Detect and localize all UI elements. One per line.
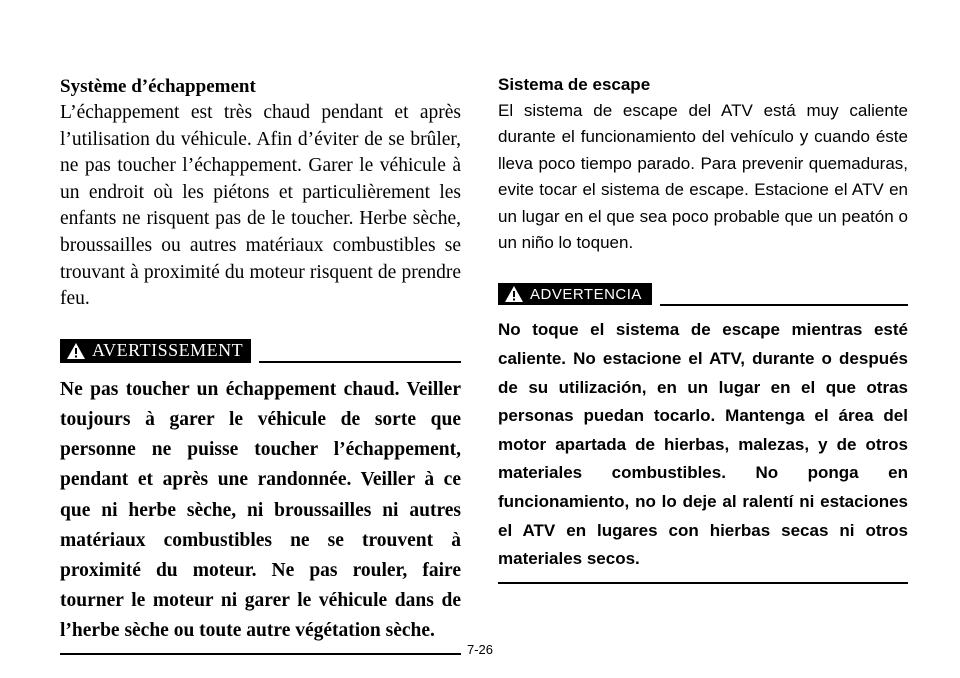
warning-label-es: ADVERTENCIA bbox=[530, 285, 642, 303]
body-paragraph-es: El sistema de escape del ATV está muy caliente durante el funcionamiento del vehículo y cuando éste lleva poco tiempo parado. Para prevenir quemaduras, evite tocar el sistema de escape. Estacione el ATV en un lugar en el que sea poco probable que un peatón o un niño lo toquen. bbox=[498, 101, 908, 253]
warning-end-rule-es bbox=[498, 582, 908, 584]
warning-text-es: No toque el sistema de escape mientras esté caliente. No estacione el ATV, durante o después de su utilización, en un lugar en el que otras personas puedan tocarlo. Mantenga el área del motor apartada de hierbas, malezas, y de otros materiales combustibles. No ponga en funcionamiento, no lo deje al ralentí ni estaciones el ATV en lugares con hierbas secas ni otros materiales secos. bbox=[498, 320, 908, 569]
warning-label-fr: AVERTISSEMENT bbox=[92, 340, 244, 361]
body-paragraph-fr: L’échappement est très chaud pendant et après l’utilisation du véhicule. Afin d’éviter de se brûler, ne pas toucher l’échappement. Garer le véhicule à un endroit où les piétons et particulièrement les enfants ne risquent pas de le toucher. Herbe sèche, broussailles ou autres matériaux combustibles se trouvant à proximité du moteur risquent de prendre feu. bbox=[60, 102, 461, 310]
warning-triangle-icon bbox=[504, 285, 524, 303]
section-heading-es: Sistema de escape bbox=[498, 75, 651, 94]
warning-badge-fr bbox=[60, 339, 251, 363]
warning-text-fr: Ne pas toucher un échappement chaud. Veiller toujours à garer le véhicule de sorte que personne ne puisse toucher l’échappement, pendant et après une randonnée. Veiller à ce que ni herbe sèche, ni broussailles ni autres matériaux combustibles ne se trouvent à proximité du moteur. Ne pas rouler, faire tourner le moteur ni garer le véhicule dans de l’herbe sèche ou toute autre végétation sèche. bbox=[60, 378, 461, 642]
page-number: 7-26 bbox=[466, 642, 494, 657]
spanish-column bbox=[498, 64, 908, 584]
warning-header-line-es bbox=[660, 304, 908, 306]
warning-badge-es bbox=[498, 283, 652, 305]
warning-triangle-icon bbox=[66, 342, 86, 360]
warning-header-fr bbox=[60, 337, 461, 365]
warning-header-es bbox=[498, 280, 908, 308]
warning-header-line-fr bbox=[259, 361, 461, 363]
section-heading-fr: Système d’échappement bbox=[60, 76, 256, 97]
french-column bbox=[60, 64, 461, 655]
